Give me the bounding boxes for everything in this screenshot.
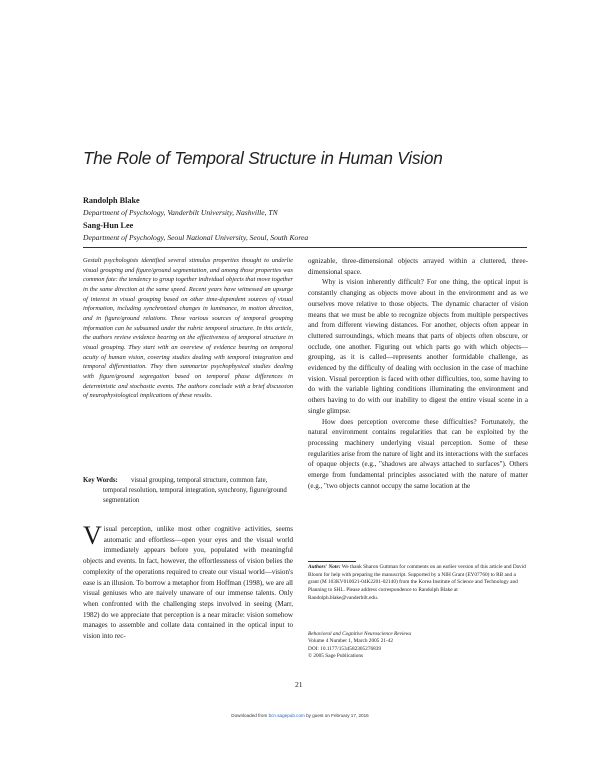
journal-title: Behavioral and Cognitive Neuroscience Reviews bbox=[308, 631, 412, 637]
authors-note-label: Authors' Note: bbox=[308, 564, 341, 570]
journal-volume: Volume 4 Number 1, March 2005 21-42 bbox=[308, 638, 394, 645]
download-notice bbox=[0, 713, 600, 718]
author-affiliation: Department of Psychology, Vanderbilt University, Nashville, TN bbox=[83, 208, 278, 217]
journal-info bbox=[308, 631, 528, 661]
journal-doi: DOI: 10.1177/1534582305276839 bbox=[308, 645, 382, 652]
footnote-divider bbox=[308, 561, 356, 562]
author-name: Randolph Blake bbox=[83, 196, 140, 205]
download-suffix: by guest on February 17, 2016 bbox=[304, 713, 369, 718]
body-paragraph: Why is vision inherently difficult? For one thing, the optical input is constantly changing as objects move about in the environment and as we ourselves move relative to those objects. The dynamic character of vision means that we must be able to recognize objects from multiple perspectives and from different viewing distances. For another, objects often appear in cluttered surroundings, which means that parts of objects often obscure, or occlude, one another. Figuring out which parts go with which objects—grouping, as it is called—represents another formidable challenge, as evidenced by the difficulty of dealing with occlusion in the case of machine vision. Visual perception is faced with other difficulties, too, some having to do with the variable lighting conditions illuminating the environment and others having to do with our inability to digest the entire visual scene in a single glimpse. bbox=[308, 278, 528, 415]
authors-note bbox=[308, 564, 528, 603]
download-link[interactable]: bcn.sagepub.com bbox=[268, 713, 305, 718]
abstract: Gestalt psychologists identified several stimulus properties thought to underlie visual grouping and figure/ground segmentation, and among those properties was common fate: the tendency to group together individual objects that move together in the same direction at the same speed. Recent years have witnessed an upsurge of interest in visual grouping based on other time-dependent sources of visual information, including synchronized changes in luminance, in motion direction, and in figure/ground relations. These various sources of temporal grouping information can be subsumed under the rubric temporal structure. In this article, the authors review evidence bearing on the effectiveness of temporal structure in visual grouping. They start with an overview of evidence bearing on temporal acuity of human vision, covering studies dealing with temporal integration and temporal differentiation. They then summarize psychophysical studies dealing with figure/ground segregation based on temporal phase differences in deterministic and stochastic events. The authors conclude with a brief discussion of neurophysiological implications of these results. bbox=[83, 257, 293, 400]
body-left-column bbox=[83, 521, 294, 642]
body-paragraph: How does perception overcome these difficulties? Fortunately, the natural environment contains regularities that can be exploited by the processing machinery underlying visual perception. Some of these regularities arise from the nature of light and its interactions with the surfaces of opaque objects (e.g., "shadows are always attached to surfaces"). Others emerge from fundamental principles associated with the nature of matter (e.g., "two objects cannot occupy the same location at the bbox=[308, 417, 528, 490]
keywords-values: visual grouping, temporal structure, common fate, temporal resolution, temporal integration, synchrony, figure/ground segmentation bbox=[103, 477, 287, 504]
author-affiliation: Department of Psychology, Seoul National University, Seoul, South Korea bbox=[83, 233, 309, 242]
header-divider bbox=[83, 247, 527, 248]
page-number: 21 bbox=[295, 680, 303, 689]
article-title: The Role of Temporal Structure in Human Vision bbox=[83, 148, 443, 168]
body-right-column bbox=[308, 256, 528, 491]
keywords bbox=[83, 476, 293, 506]
drop-cap: V bbox=[83, 521, 102, 550]
authors-note-text: We thank Sharon Guttman for comments on an earlier version of this article and David Bloom for help with preparing the manuscript. Supported by a NIH Grant (EY07760) to RB and a grant (M 103KV010021-04K2201-02140) from the Korea Institute of Science and Technology and Planning to SHL. Please address correspondence to Randolph Blake at Randolph.blake@vanderbilt.edu. bbox=[308, 564, 526, 601]
journal-copyright: © 2005 Sage Publications bbox=[308, 653, 364, 660]
author-name: Sang-Hun Lee bbox=[83, 221, 134, 230]
body-paragraph: ognizable, three-dimensional objects arrayed within a cluttered, three-dimensional space. bbox=[308, 257, 528, 276]
keywords-label: Key Words: bbox=[83, 477, 118, 484]
download-prefix: Downloaded from bbox=[231, 713, 269, 718]
body-left-text: isual perception, unlike most other cognitive activities, seems automatic and effortless—open your eyes and the visual world immediately appears before you, populated with meaningful objects and events. In fact, however, the effortlessness of vision belies the complexity of the operations required to create our visual world—vision's ease is an illusion. To borrow a metaphor from Hoffman (1998), we are all visual geniuses who are naively unaware of our immense talents. Only when confronted with the challenging steps involved in seeing (Marr, 1982) do we appreciate that perception is a near miracle: vision somehow manages to assemble and collate data contained in the optical input to vision into rec- bbox=[83, 525, 294, 641]
